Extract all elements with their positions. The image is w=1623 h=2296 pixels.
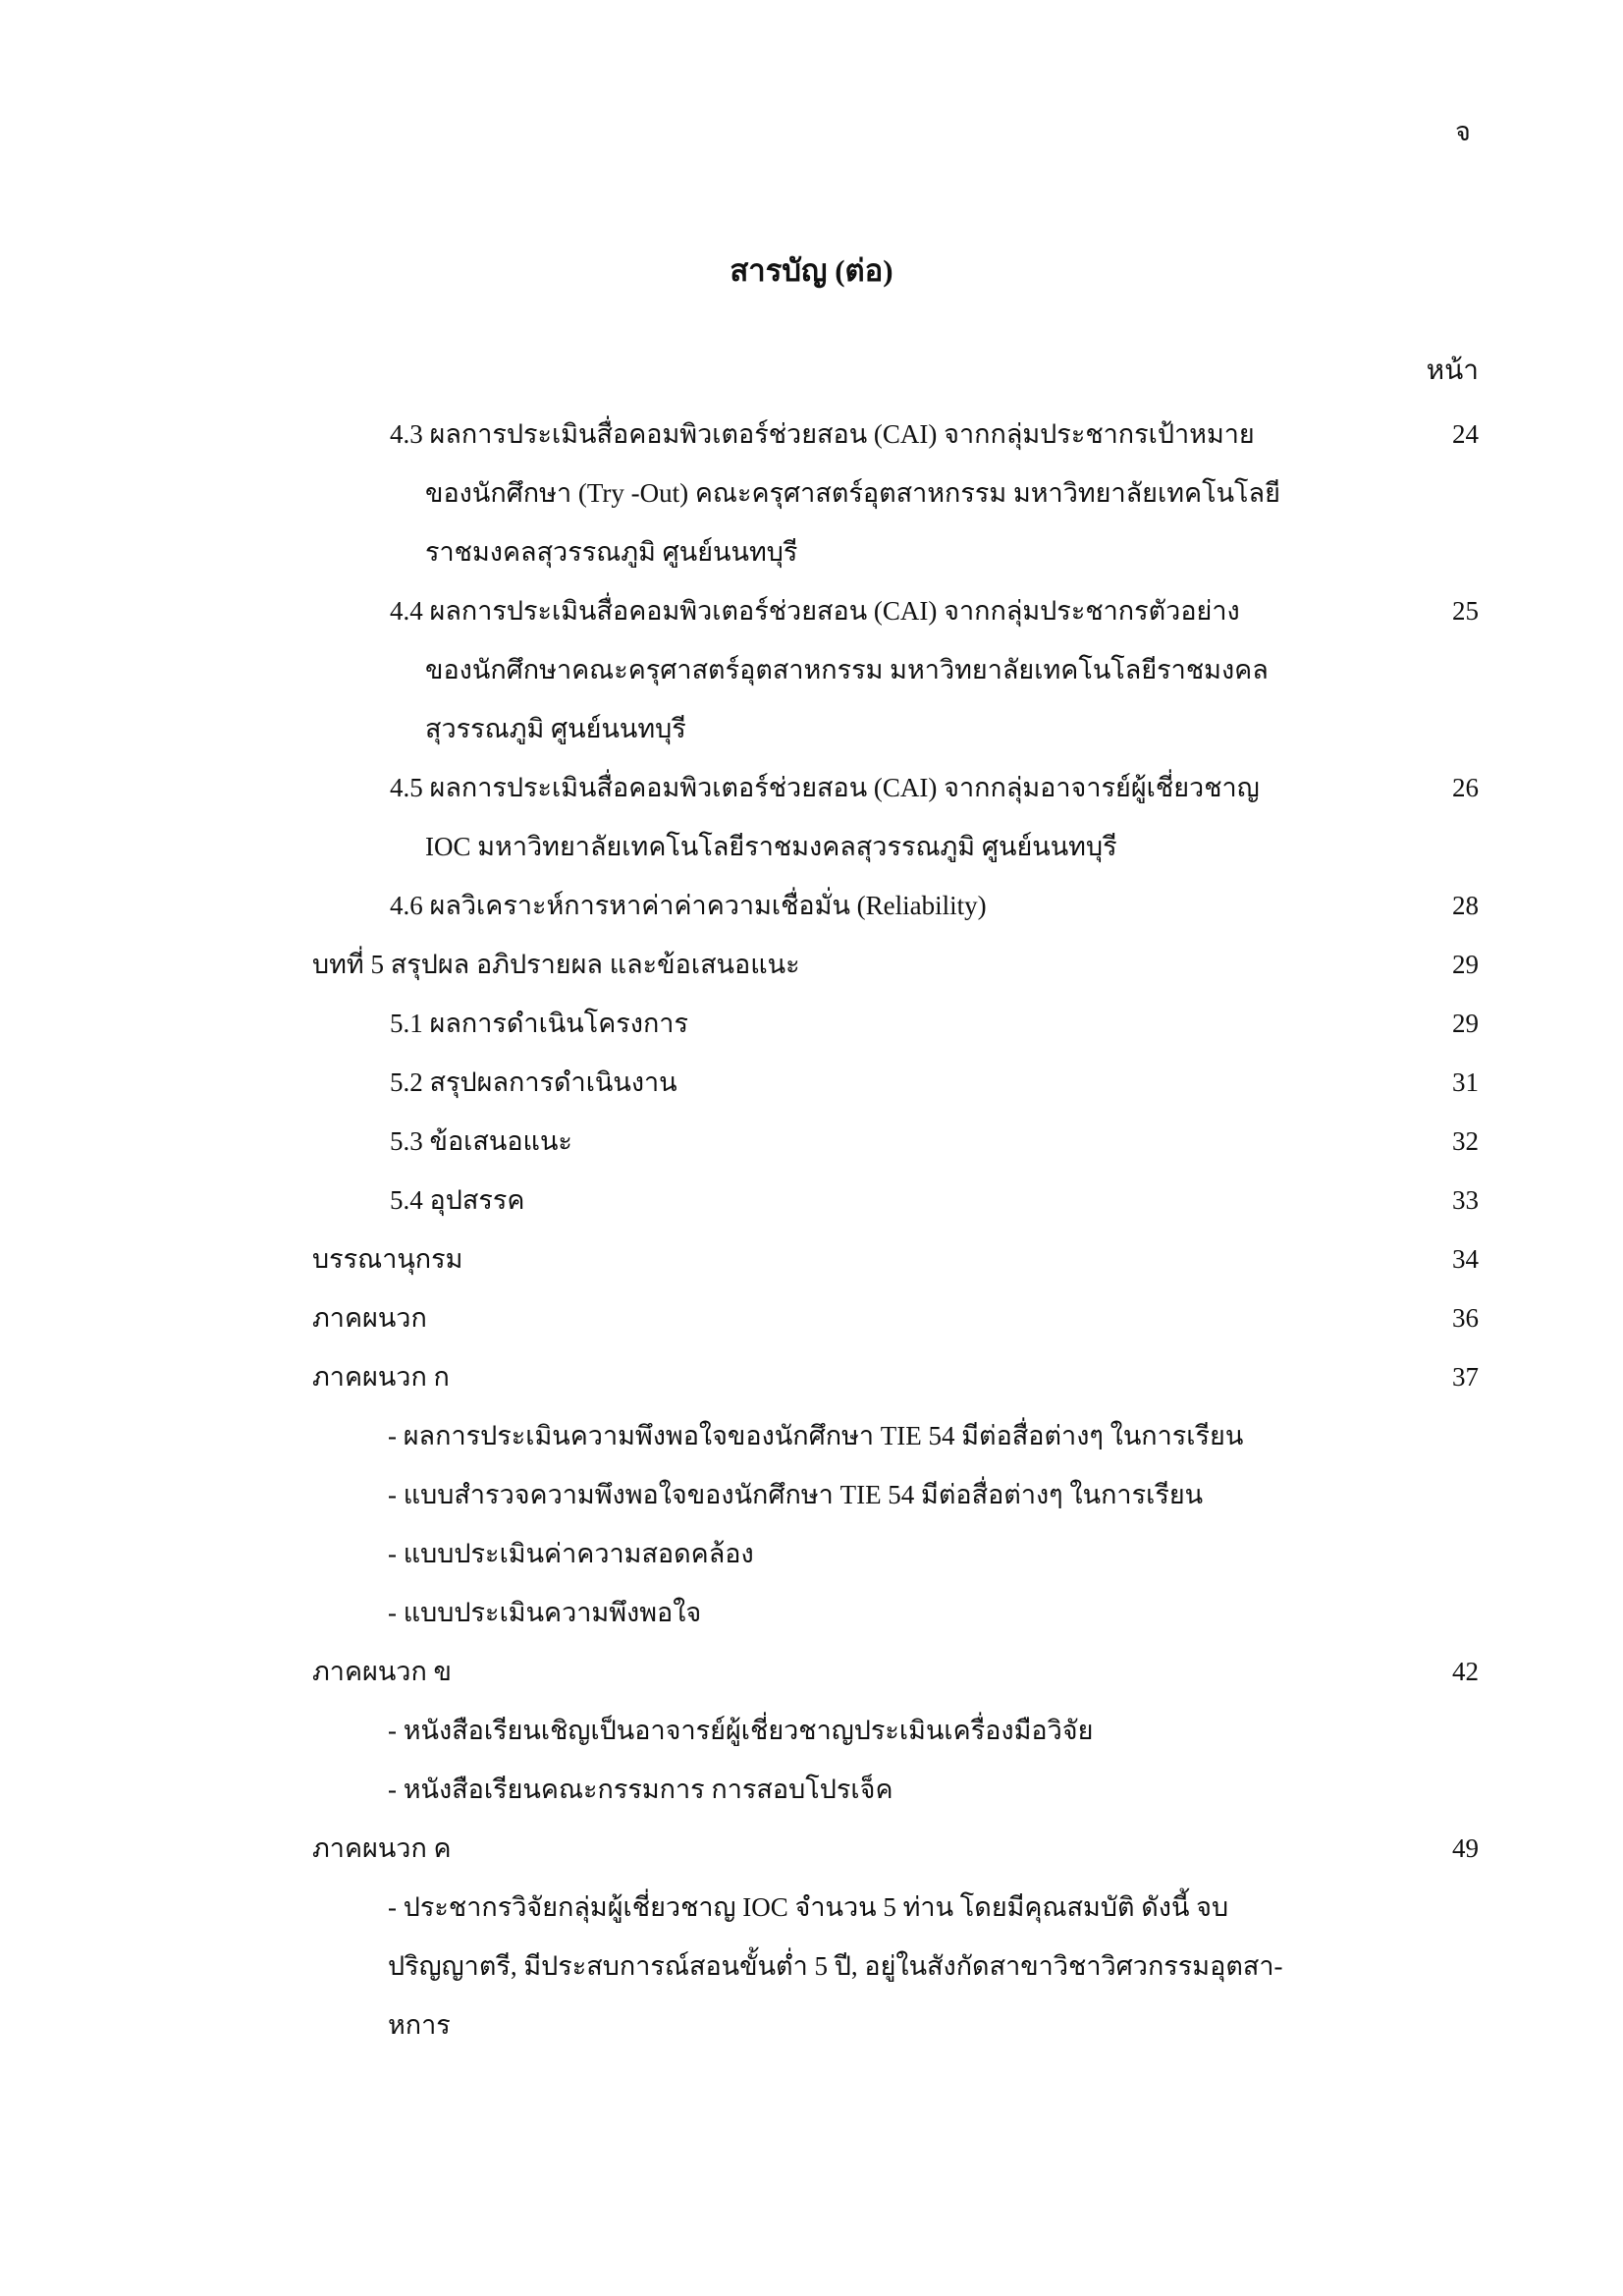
toc-entry-text: ภาคผนวก ก: [312, 1362, 450, 1392]
toc-row: [0, 1995, 1623, 2054]
toc-entry-text: ภาคผนวก ข: [312, 1657, 453, 1686]
toc-entry-text: ของนักศึกษา (Try -Out) คณะครุศาสตร์อุตสาหกรรม มหาวิทยาลัยเทคโนโลยี: [425, 478, 1280, 508]
toc-entry-text: ของนักศึกษาคณะครุศาสตร์อุตสาหกรรม มหาวิทยาลัยเทคโนโลยีราชมงคล: [425, 655, 1269, 684]
toc-row: [0, 1465, 1623, 1524]
toc-row: [0, 817, 1623, 876]
toc-page-number: 28: [1452, 891, 1479, 920]
toc-entry-text: สุวรรณภูมิ ศูนย์นนทบุรี: [425, 714, 686, 743]
toc-entry-text: 4.4 ผลการประเมินสื่อคอมพิวเตอร์ช่วยสอน (CAI) จากกลุ่มประชากรตัวอย่าง: [390, 596, 1240, 626]
toc-row: [0, 1053, 1623, 1112]
toc-row: [0, 581, 1623, 640]
toc-page-number: 33: [1452, 1185, 1479, 1215]
toc-row: [0, 1288, 1623, 1347]
toc-row: [0, 1878, 1623, 1937]
toc-page-number: 32: [1452, 1126, 1479, 1156]
toc-row: [0, 1347, 1623, 1406]
toc-entry-text: หการ: [388, 2010, 451, 2040]
toc-page-number: 49: [1452, 1833, 1479, 1863]
table-of-contents: [0, 405, 1623, 2054]
toc-entry-text: IOC มหาวิทยาลัยเทคโนโลยีราชมงคลสุวรรณภูมิ ศูนย์นนทบุรี: [425, 832, 1117, 861]
toc-entry-text: 4.3 ผลการประเมินสื่อคอมพิวเตอร์ช่วยสอน (CAI) จากกลุ่มประชากรเป้าหมาย: [390, 419, 1255, 449]
toc-entry-text: - ผลการประเมินความพึงพอใจของนักศึกษา TIE 54 มีต่อสื่อต่างๆ ในการเรียน: [388, 1421, 1244, 1450]
page-number: จ: [1455, 117, 1471, 146]
toc-page-number: 36: [1452, 1303, 1479, 1333]
page-title: สารบัญ (ต่อ): [730, 253, 893, 288]
toc-entry-text: 4.5 ผลการประเมินสื่อคอมพิวเตอร์ช่วยสอน (CAI) จากกลุ่มอาจารย์ผู้เชี่ยวชาญ: [390, 773, 1260, 802]
toc-entry-text: 5.1 ผลการดำเนินโครงการ: [390, 1009, 688, 1038]
page-column-header: หน้า: [1426, 355, 1479, 386]
toc-entry-text: ภาคผนวก ค: [312, 1833, 452, 1863]
toc-row: [0, 1701, 1623, 1760]
toc-page-number: 29: [1452, 950, 1479, 979]
toc-row: [0, 876, 1623, 935]
toc-row: [0, 994, 1623, 1053]
toc-row: [0, 758, 1623, 817]
toc-entry-text: ภาคผนวก: [312, 1303, 427, 1333]
toc-row: [0, 935, 1623, 994]
toc-row: [0, 640, 1623, 699]
toc-page-number: 24: [1452, 419, 1479, 449]
toc-page-number: 31: [1452, 1067, 1479, 1097]
toc-row: [0, 522, 1623, 581]
toc-row: [0, 1524, 1623, 1583]
toc-entry-text: 5.2 สรุปผลการดำเนินงาน: [390, 1067, 677, 1097]
toc-row: [0, 1642, 1623, 1701]
toc-entry-text: 5.3 ข้อเสนอแนะ: [390, 1126, 572, 1156]
toc-entry-text: - แบบประเมินความพึงพอใจ: [388, 1598, 702, 1627]
toc-entry-text: 5.4 อุปสรรค: [390, 1185, 525, 1215]
toc-page-number: 42: [1452, 1657, 1479, 1686]
toc-row: [0, 464, 1623, 522]
toc-row: [0, 1230, 1623, 1288]
toc-row: [0, 699, 1623, 758]
toc-entry-text: - ประชากรวิจัยกลุ่มผู้เชี่ยวชาญ IOC จำนวน 5 ท่าน โดยมีคุณสมบัติ ดังนี้ จบ: [388, 1892, 1229, 1922]
toc-entry-text: ราชมงคลสุวรรณภูมิ ศูนย์นนทบุรี: [425, 537, 798, 567]
toc-entry-text: - หนังสือเรียนเชิญเป็นอาจารย์ผู้เชี่ยวชาญประเมินเครื่องมือวิจัย: [388, 1716, 1094, 1745]
toc-row: [0, 1937, 1623, 1995]
toc-page-number: 26: [1452, 773, 1479, 802]
toc-page-number: 25: [1452, 596, 1479, 626]
toc-page-number: 37: [1452, 1362, 1479, 1392]
toc-page-number: 29: [1452, 1009, 1479, 1038]
toc-row: [0, 1819, 1623, 1878]
toc-entry-text: - หนังสือเรียนคณะกรรมการ การสอบโปรเจ็ค: [388, 1775, 893, 1804]
toc-row: [0, 1112, 1623, 1171]
toc-row: [0, 1760, 1623, 1819]
toc-entry-text: บทที่ 5 สรุปผล อภิปรายผล และข้อเสนอแนะ: [312, 950, 800, 979]
toc-page-number: 34: [1452, 1244, 1479, 1274]
toc-entry-text: บรรณานุกรม: [312, 1244, 463, 1274]
toc-entry-text: 4.6 ผลวิเคราะห์การหาค่าค่าความเชื่อมั่น (Reliability): [390, 891, 987, 920]
toc-entry-text: - แบบสำรวจความพึงพอใจของนักศึกษา TIE 54 มีต่อสื่อต่างๆ ในการเรียน: [388, 1480, 1204, 1509]
toc-entry-text: - แบบประเมินค่าความสอดคล้อง: [388, 1539, 754, 1568]
toc-row: [0, 1583, 1623, 1642]
toc-row: [0, 1406, 1623, 1465]
toc-entry-text: ปริญญาตรี, มีประสบการณ์สอนขั้นต่ำ 5 ปี, อยู่ในสังกัดสาขาวิชาวิศวกรรมอุตสา-: [388, 1951, 1283, 1981]
toc-row: [0, 405, 1623, 464]
toc-row: [0, 1171, 1623, 1230]
